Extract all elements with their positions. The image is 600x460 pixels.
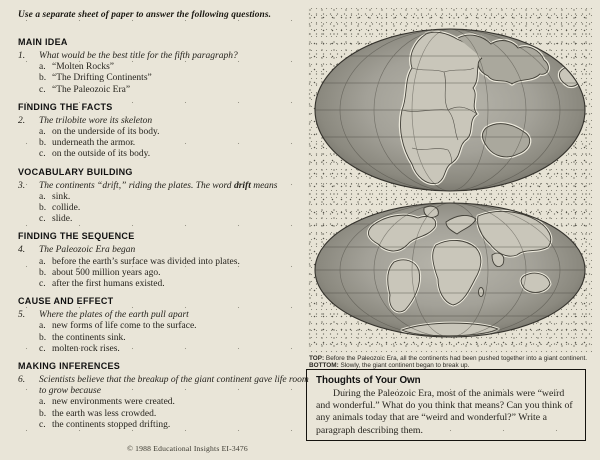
- option-letter: c.: [39, 84, 46, 95]
- option-letter: c.: [39, 279, 46, 290]
- page-title: Use a separate sheet of paper to answer the following questions.: [18, 10, 272, 20]
- answer-option: [39, 62, 310, 73]
- answer-option: [39, 138, 310, 149]
- question-number: 6.: [18, 375, 26, 386]
- option-letter: a.: [39, 127, 46, 138]
- option-letter: b.: [39, 138, 47, 149]
- option-text: the continents stopped drifting.: [52, 419, 171, 430]
- caption-text: Slowly, the giant continent began to break up.: [338, 362, 470, 370]
- question-text: [39, 375, 310, 397]
- question: [18, 245, 310, 256]
- question-section-sequence: [18, 231, 310, 290]
- question-number: 5.: [18, 310, 26, 321]
- world-maps-illustration: [308, 8, 592, 353]
- question-text: [39, 51, 310, 62]
- question-section-cause-effect: [18, 296, 310, 355]
- caption-label: BOTTOM:: [309, 362, 339, 370]
- option-text: “The Paleozoic Era”: [52, 84, 131, 95]
- option-text: the continents sink.: [52, 332, 126, 343]
- map-captions: [309, 355, 593, 370]
- question-text: [39, 310, 310, 321]
- answer-option: [39, 127, 310, 138]
- option-letter: a.: [39, 321, 46, 332]
- option-text: sink.: [52, 191, 71, 202]
- answer-option: [39, 214, 310, 225]
- question-section-finding-facts: [18, 102, 310, 161]
- option-letter: b.: [39, 267, 47, 278]
- question-number: 3.: [18, 180, 26, 191]
- option-letter: a.: [39, 256, 46, 267]
- section-header: FINDING THE FACTS: [18, 101, 113, 112]
- option-letter: a.: [39, 397, 46, 408]
- section-header: MAKING INFERENCES: [18, 361, 121, 372]
- question-text: [39, 181, 310, 192]
- madagascar-shape: [479, 288, 484, 297]
- option-letter: a.: [39, 191, 46, 202]
- question-text-part: Scientists believe that the breakup of the giant continent gave life room to grow because: [39, 375, 309, 397]
- question-number: 1.: [18, 51, 26, 61]
- option-text: slide.: [52, 214, 73, 225]
- question: [18, 375, 310, 397]
- question-section-vocabulary: [18, 167, 310, 226]
- answer-option: [39, 85, 310, 96]
- question-text-part: The trilobite wore its skeleton: [39, 115, 153, 126]
- option-text: collide.: [52, 203, 81, 214]
- modern-world-map: [315, 203, 585, 337]
- question-number: 4.: [18, 245, 26, 256]
- option-letter: a.: [39, 62, 46, 73]
- option-letter: c.: [39, 149, 46, 160]
- option-text: underneath the armor.: [52, 138, 136, 149]
- caption-text: Before the Paleozoic Era, all the continents had been pushed together into a giant continent.: [324, 355, 588, 362]
- question-section-inferences: [18, 361, 310, 431]
- option-text: “Molten Rocks”: [52, 62, 115, 73]
- question: [18, 51, 310, 62]
- question-text-part: What would be the best title for the fifth paragraph?: [39, 51, 238, 61]
- question-text-part: The Paleozoic Era began: [39, 245, 136, 256]
- option-letter: c.: [39, 214, 46, 225]
- question-text-bold: drift: [233, 180, 251, 191]
- questions-column: [18, 9, 310, 431]
- section-header: FINDING THE SEQUENCE: [18, 231, 135, 242]
- section-header: VOCABULARY BUILDING: [18, 166, 133, 177]
- map-caption-top: [309, 355, 593, 362]
- answer-option: [39, 344, 310, 355]
- answer-option: [39, 409, 310, 420]
- pangaea-map: [315, 29, 585, 191]
- section-header: MAIN IDEA: [18, 37, 68, 47]
- answer-option: [39, 321, 310, 332]
- option-text: the earth was less crowded.: [52, 408, 157, 419]
- answer-option: [39, 333, 310, 344]
- question: [18, 310, 310, 321]
- option-text: after the first humans existed.: [52, 279, 165, 290]
- caption-label: TOP:: [309, 355, 325, 362]
- option-letter: c.: [39, 343, 46, 354]
- option-text: before the earth’s surface was divided into plates.: [52, 256, 240, 267]
- answer-option: [39, 279, 310, 290]
- option-letter: c.: [39, 419, 46, 430]
- answer-option: [39, 73, 310, 84]
- option-text: “The Drifting Continents”: [52, 73, 152, 84]
- section-header: CAUSE AND EFFECT: [18, 296, 114, 307]
- question-number: 2.: [18, 115, 26, 126]
- answer-option: [39, 192, 310, 203]
- answer-option: [39, 203, 310, 214]
- question-text: [39, 116, 310, 127]
- thoughts-of-your-own-box: [306, 369, 586, 441]
- answer-option: [39, 257, 310, 268]
- question-text-part: Where the plates of the earth pull apart: [39, 310, 189, 321]
- option-letter: b.: [39, 203, 47, 214]
- worksheet-copyright: © 1988 Educational Insights EI-3476: [127, 444, 248, 453]
- option-text: on the underside of its body.: [52, 127, 160, 138]
- question: [18, 116, 310, 127]
- option-text: new forms of life come to the surface.: [52, 321, 197, 332]
- answer-option: [39, 268, 310, 279]
- option-letter: b.: [39, 73, 47, 84]
- question: [18, 181, 310, 192]
- option-text: new environments were created.: [52, 397, 175, 408]
- answer-option: [39, 149, 310, 160]
- option-text: about 500 million years ago.: [52, 267, 161, 278]
- question-text-part: The continents “drift,” riding the plates. The word: [39, 180, 234, 191]
- thoughts-box-title: Thoughts of Your Own: [316, 375, 421, 386]
- question-section-main-idea: [18, 37, 310, 96]
- thoughts-box-body: During the Paleozoic Era, most of the animals were “weird and wonderful.” What do you think that means? Can you think of any animals today that are “weird and wonderful?” Write a paragraph describing them.: [316, 388, 573, 436]
- option-text: molten rock rises.: [52, 343, 120, 354]
- answer-option: [39, 397, 310, 408]
- option-letter: b.: [39, 332, 47, 343]
- answer-option: [39, 420, 310, 431]
- option-letter: b.: [39, 408, 47, 419]
- question-text: [39, 245, 310, 256]
- map-figure-panel: [308, 8, 592, 353]
- option-text: on the outside of its body.: [52, 149, 151, 160]
- question-text-part: means: [250, 180, 278, 191]
